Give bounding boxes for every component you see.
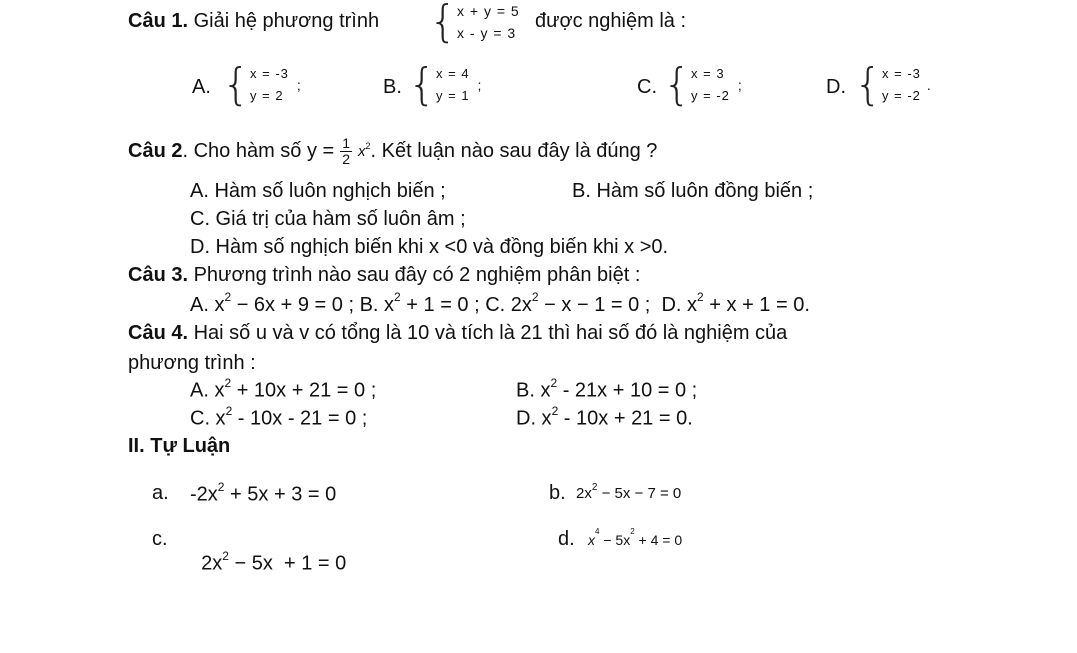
q3-c-post: − x − 1 = 0 ;: [538, 293, 651, 316]
q4-text: Hai số u và v có tổng là 10 và tích là 21 thì hai số đó là nghiệm của: [188, 322, 788, 344]
q1-c-eq2: y = -2: [691, 88, 730, 103]
part2-d-equation: [588, 527, 683, 548]
q2-option-b: B. Hàm số luôn đồng biến ;: [572, 180, 814, 202]
q1-a-end: ;: [296, 77, 301, 93]
q4-label: Câu 4.: [128, 322, 189, 344]
q1-system: { x + y = 5 x - y = 3: [429, 0, 520, 47]
part2-c-label: c.: [152, 528, 168, 550]
q3-text: Phương trình nào sau đây có 2 nghiệm phân biệt :: [188, 264, 641, 286]
q3-option-a: [190, 290, 355, 316]
part2-a-pre: -2x: [190, 483, 218, 506]
q1-d-eq1: x = -3: [882, 66, 921, 81]
q3-a-pre: A. x: [190, 293, 225, 316]
q1-option-a: { x = -3 y = 2 ;: [222, 59, 301, 110]
part2-a-equation: [190, 482, 336, 507]
q2-exp: 2: [365, 140, 371, 151]
q1-after: được nghiệm là :: [535, 10, 687, 32]
q2-fraction: [340, 136, 352, 167]
q2-var: x: [358, 143, 366, 160]
q2-text: . Cho hàm số y =: [182, 140, 335, 162]
q1-option-d: { x = -3 y = -2 .: [854, 59, 931, 110]
q1-label: Câu 1.: [128, 10, 189, 32]
q2-fraction-numerator: 1: [342, 135, 351, 151]
part2-b-equation: [576, 484, 681, 502]
part2-b-label: b.: [549, 482, 566, 504]
q3-b-post: + 1 = 0 ;: [400, 293, 480, 316]
q1-option-d-label: D.: [826, 76, 846, 98]
q3-c-exp: 2: [531, 290, 539, 304]
q2-option-a: A. Hàm số luôn nghịch biến ;: [190, 180, 446, 202]
q4-c-pre: C. x: [190, 407, 226, 430]
part2-b-post: − 5x − 7 = 0: [597, 485, 682, 502]
q1-b-eq1: x = 4: [436, 66, 470, 81]
q1-d-end: .: [926, 77, 931, 93]
q1-option-b: { x = 4 y = 1 ;: [408, 59, 482, 110]
q4-b-post: - 21x + 10 = 0 ;: [557, 379, 698, 402]
q4-option-b: [516, 378, 697, 403]
part2-d-label: d.: [558, 528, 575, 550]
q4-prompt: [128, 322, 787, 345]
q1-c-eq1: x = 3: [691, 66, 725, 81]
part2-a-exp: 2: [217, 480, 225, 494]
q3-d-pre: D. x: [650, 293, 698, 316]
q4-d-exp: 2: [551, 404, 559, 418]
q3-a-post: − 6x + 9 = 0 ;: [231, 293, 355, 316]
part2-a-label: a.: [152, 482, 169, 504]
q4-option-d: [516, 406, 693, 431]
q1-option-c-label: C.: [637, 76, 657, 98]
q3-d-post: + x + 1 = 0.: [703, 293, 810, 316]
part2-d-p3: + 4 = 0: [634, 532, 683, 548]
q1-c-end: ;: [737, 77, 742, 93]
q4-option-a: [190, 378, 376, 403]
part2-c-equation: [190, 528, 346, 576]
q1-option-b-label: B.: [383, 76, 402, 98]
q2-option-d: D. Hàm số nghịch biến khi x <0 và đồng biến khi x >0.: [190, 236, 669, 258]
part2-title: II. Tự Luận: [128, 435, 231, 457]
q3-a-exp: 2: [224, 290, 232, 304]
q1-a-eq2: y = 2: [250, 88, 284, 103]
q4-b-exp: 2: [550, 376, 558, 390]
q3-label: Câu 3.: [128, 264, 189, 286]
q3-prompt: [128, 264, 640, 287]
q1-b-eq2: y = 1: [436, 88, 470, 103]
q4-option-c: [190, 406, 367, 431]
q4-a-post: + 10x + 21 = 0 ;: [231, 379, 377, 402]
q1-option-a-label: A.: [192, 76, 211, 98]
q4-c-post: - 10x - 21 = 0 ;: [232, 407, 368, 430]
q3-c-pre: C. 2x: [479, 293, 532, 316]
q1-d-eq2: y = -2: [882, 88, 921, 103]
part2-b-exp: 2: [591, 482, 598, 493]
q3-b-exp: 2: [394, 290, 401, 304]
q4-d-pre: D. x: [516, 407, 552, 430]
part2-d-p1: x: [588, 532, 595, 548]
q4-prompt-line2: phương trình :: [128, 352, 256, 374]
q3-b-pre: B. x: [354, 293, 395, 316]
q1-prompt: [128, 10, 379, 33]
part2-c-exp: 2: [222, 549, 229, 563]
q3-option-b: [354, 290, 480, 316]
part2-d-e2: 2: [630, 527, 635, 537]
q1-a-eq1: x = -3: [250, 66, 289, 81]
q1-system-eq2: x - y = 3: [457, 25, 517, 41]
q3-options: [190, 292, 810, 317]
q4-d-post: - 10x + 21 = 0.: [558, 407, 693, 430]
part2-b-pre: 2x: [576, 485, 592, 502]
q2-option-c: C. Giá trị của hàm số luôn âm ;: [190, 208, 466, 230]
q4-a-pre: A. x: [190, 379, 225, 402]
part2-a-post: + 5x + 3 = 0: [224, 483, 337, 506]
part2-c-pre: 2x: [201, 552, 223, 575]
q4-b-pre: B. x: [516, 379, 551, 402]
q2-label: Câu 2: [128, 140, 183, 162]
q4-a-exp: 2: [224, 376, 232, 390]
q3-option-d: [650, 290, 810, 316]
q3-d-exp: 2: [697, 290, 704, 304]
q3-option-c: [479, 290, 651, 316]
q1-option-c: { x = 3 y = -2 ;: [663, 59, 742, 110]
q1-text: Giải hệ phương trình: [188, 10, 380, 32]
q2-after: . Kết luận nào sau đây là đúng ?: [370, 140, 658, 162]
q1-b-end: ;: [477, 77, 482, 93]
q2-fraction-denominator: 2: [342, 151, 351, 167]
part2-d-e1: 4: [595, 527, 600, 537]
part2-d-p2: − 5x: [599, 532, 631, 548]
q2-prompt: [128, 136, 657, 167]
part2-c-post: − 5x + 1 = 0: [228, 552, 347, 575]
q4-c-exp: 2: [225, 404, 233, 418]
q1-system-eq1: x + y = 5: [457, 3, 520, 19]
